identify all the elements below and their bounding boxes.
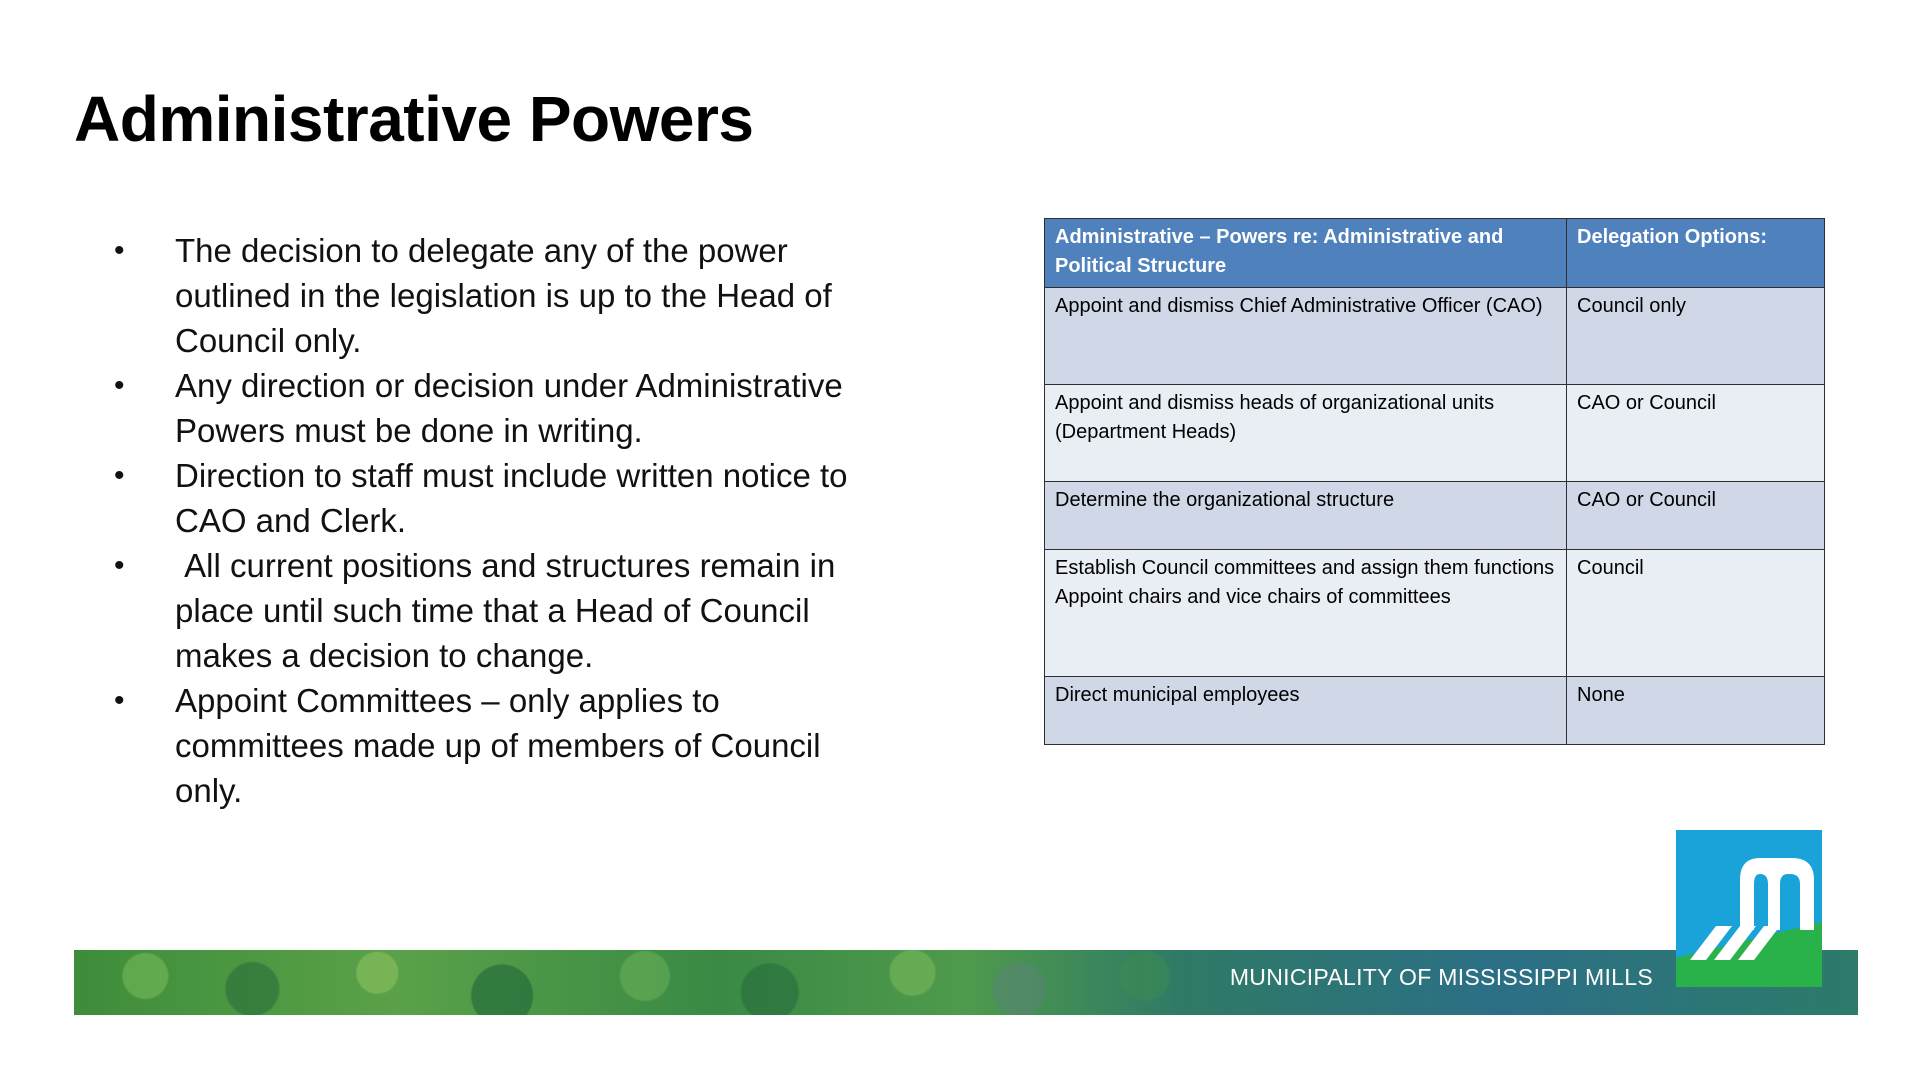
bullet-icon: • <box>114 369 125 402</box>
bullet-text: Any direction or decision under Administrative Powers must be done in writing. <box>175 367 843 449</box>
power-cell <box>1045 288 1567 385</box>
option-cell: Council <box>1567 550 1825 677</box>
slide-title: Administrative Powers <box>74 83 754 155</box>
logo-m-shape <box>1740 858 1814 930</box>
power-text: Appoint and dismiss heads of organizational units (Department Heads) <box>1055 392 1495 443</box>
powers-table <box>1044 218 1825 745</box>
table-row <box>1045 482 1825 550</box>
table-row <box>1045 550 1825 677</box>
bullet-icon: • <box>114 684 125 717</box>
power-text: Direct municipal employees <box>1055 684 1300 706</box>
option-cell: CAO or Council <box>1567 385 1825 482</box>
bullet-text: All current positions and structures remain in place until such time that a Head of Council makes a decision to change. <box>175 547 845 674</box>
mississippi-mills-logo-icon <box>1676 830 1822 987</box>
option-cell: None <box>1567 677 1825 745</box>
header-powers: Administrative – Powers re: Administrative and Political Structure <box>1045 219 1567 288</box>
bullet-item <box>100 453 890 543</box>
bullet-text: Appoint Committees – only applies to committees made up of members of Council only. <box>175 682 821 809</box>
power-text: Determine the organizational structure <box>1055 489 1395 511</box>
bullet-icon: • <box>114 459 125 492</box>
option-cell: CAO or Council <box>1567 482 1825 550</box>
bullet-item <box>100 363 890 453</box>
table-header-row <box>1045 219 1825 288</box>
table-row <box>1045 385 1825 482</box>
power-text: Appoint chairs and vice chairs of committees <box>1055 586 1451 608</box>
header-delegation-options: Delegation Options: <box>1567 219 1825 288</box>
bullet-item <box>100 678 890 813</box>
footer-organization-name: MUNICIPALITY OF MISSISSIPPI MILLS <box>1229 964 1653 990</box>
power-cell <box>1045 385 1567 482</box>
option-cell: Council only <box>1567 288 1825 385</box>
bullet-text: The decision to delegate any of the power outlined in the legislation is up to the Head of Council only. <box>175 232 832 359</box>
power-text: Appoint and dismiss Chief Administrative Officer (CAO) <box>1055 295 1543 317</box>
bullet-icon: • <box>114 234 125 267</box>
bullet-text: Direction to staff must include written notice to CAO and Clerk. <box>175 457 848 539</box>
bullet-list <box>100 228 890 813</box>
table-row <box>1045 677 1825 745</box>
table-row <box>1045 288 1825 385</box>
footer-banner <box>74 950 1858 1015</box>
bullet-item <box>100 543 890 678</box>
power-text: Establish Council committees and assign them functions <box>1055 557 1555 579</box>
bullet-item <box>100 228 890 363</box>
powers-table-container <box>1044 218 1824 745</box>
bullet-icon: • <box>114 549 125 582</box>
power-cell <box>1045 550 1567 677</box>
power-cell <box>1045 677 1567 745</box>
power-cell <box>1045 482 1567 550</box>
